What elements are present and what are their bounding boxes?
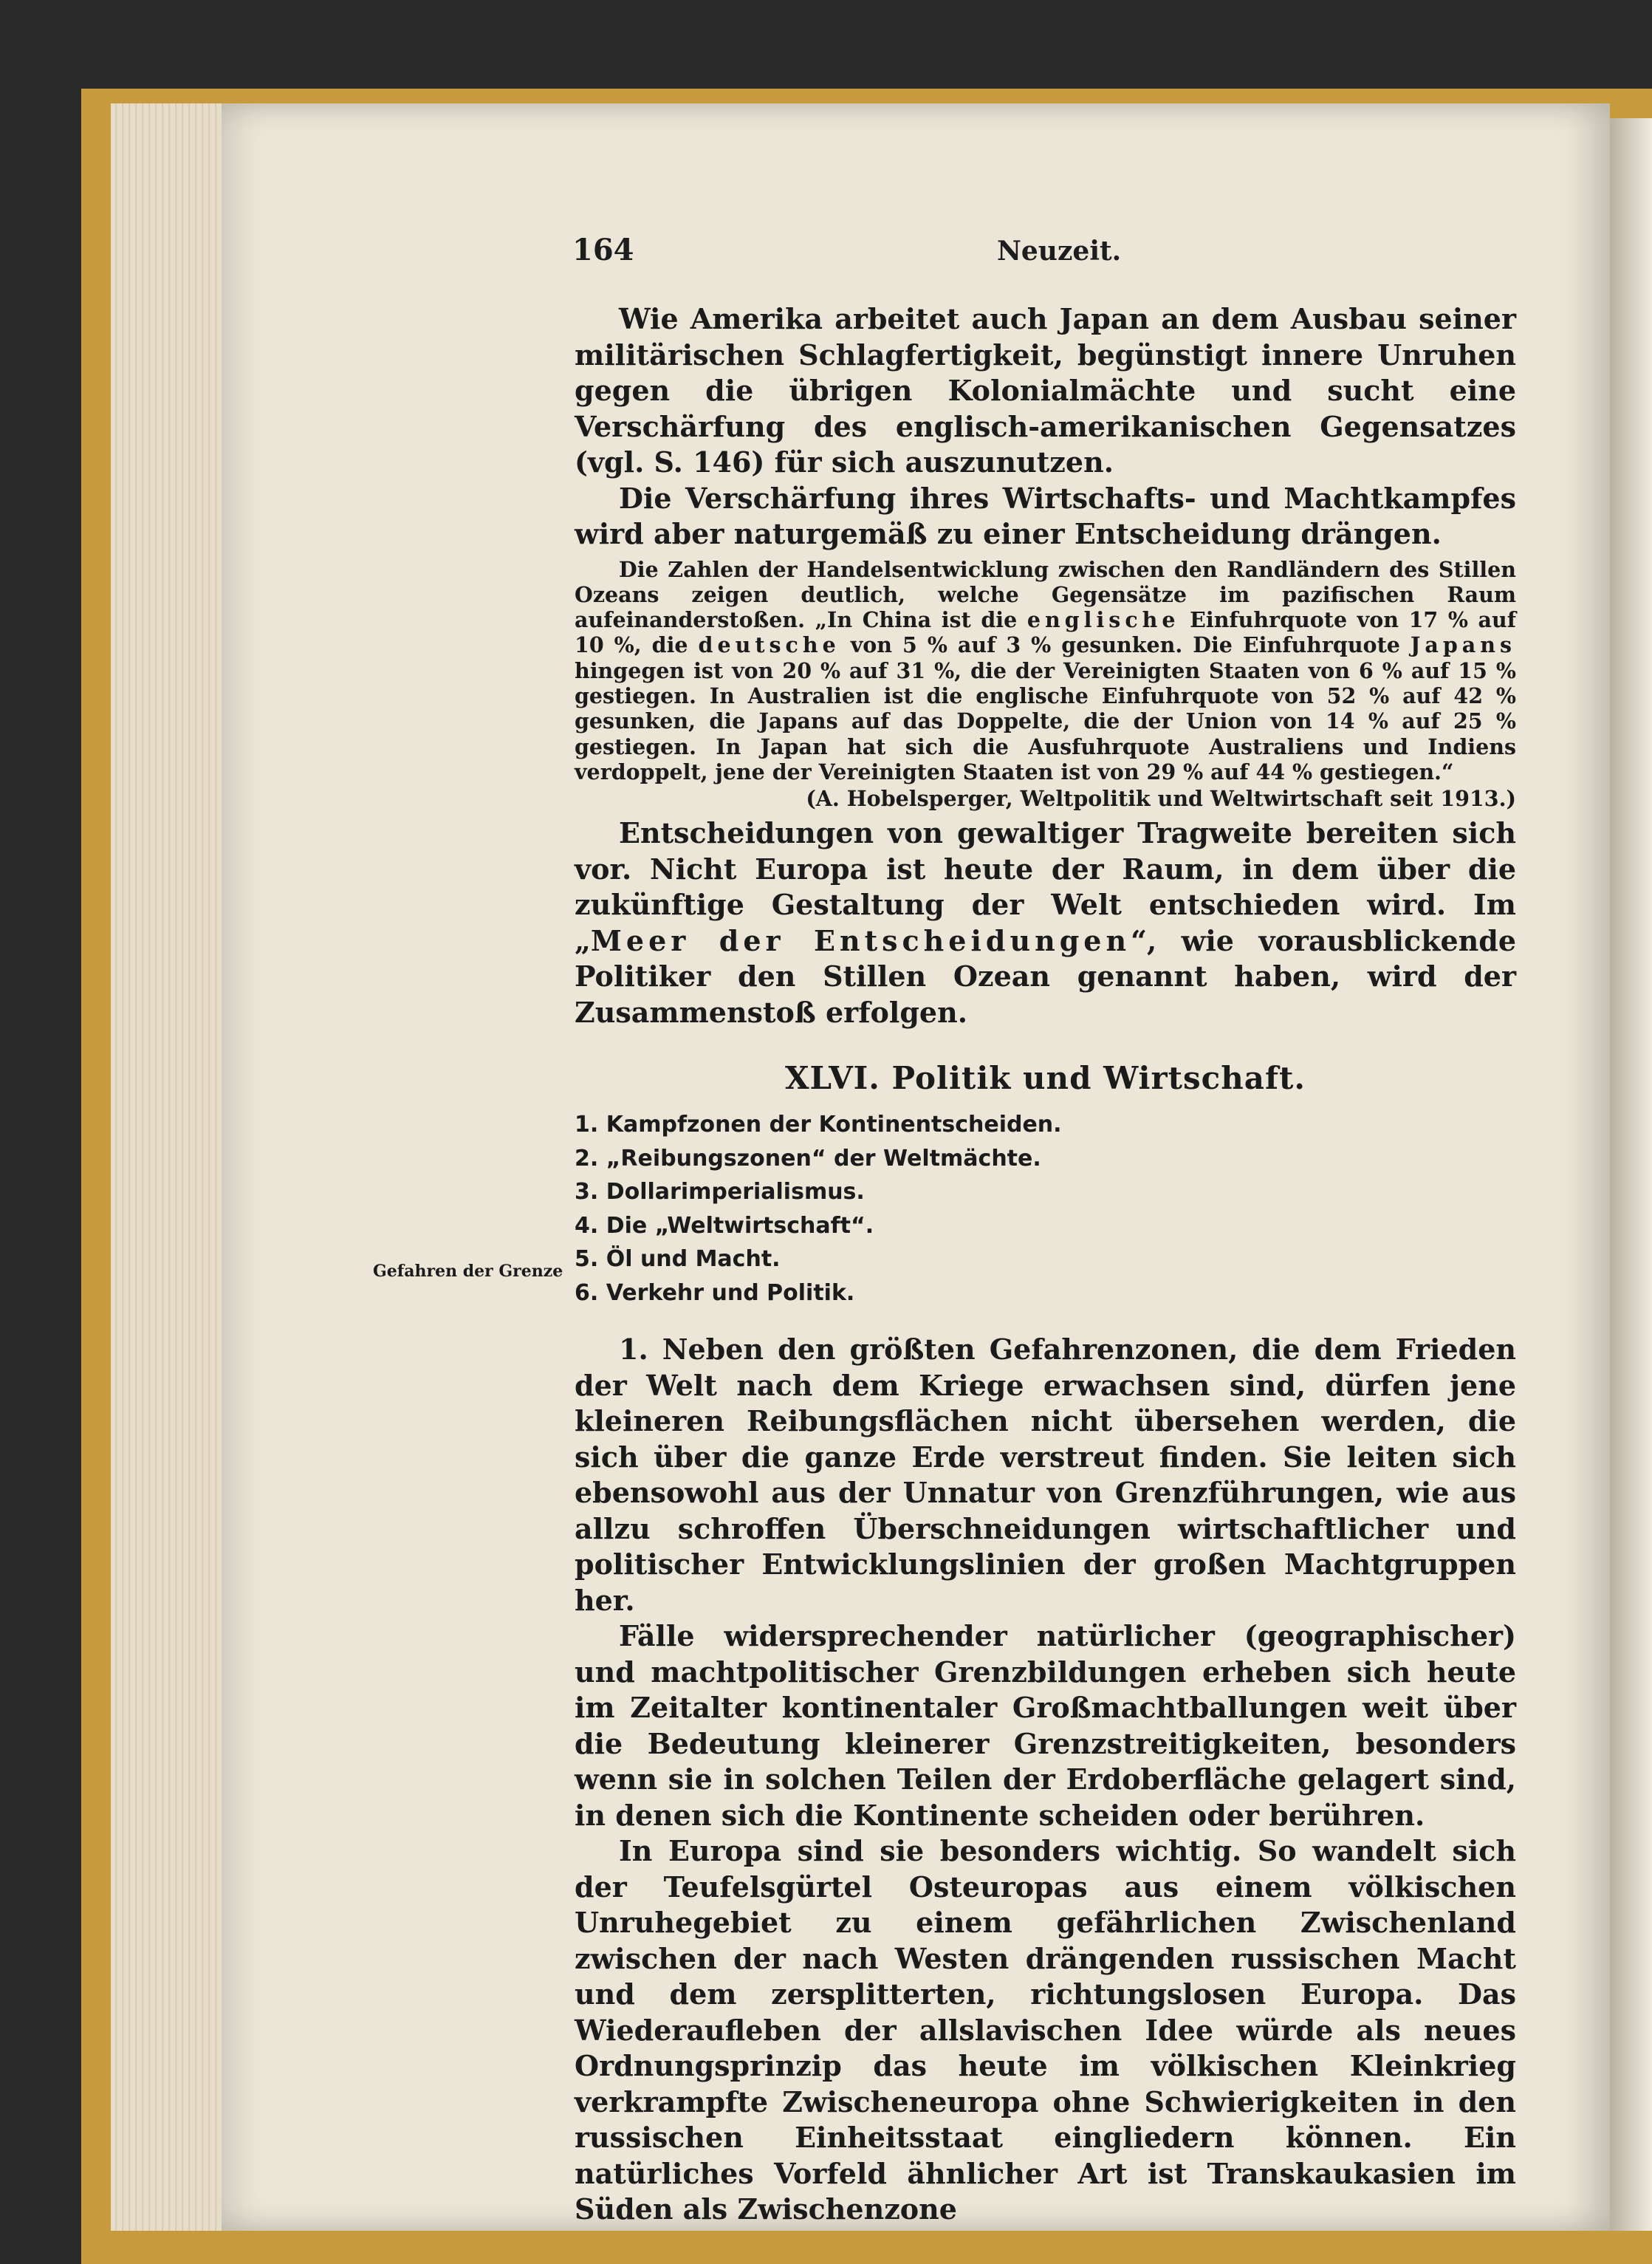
section-heading: XLVI. Politik und Wirtschaft. bbox=[784, 1060, 1306, 1097]
facing-page-edge bbox=[1610, 118, 1652, 2231]
toc-item: 5. Öl und Macht. bbox=[575, 1246, 781, 1273]
paragraph: In Europa sind sie besonders wichtig. So wandelt sich der Teufelsgürtel Osteuropas aus einem völkischen Unruhegebiet zu einem gefährlichen Zwischenland zwischen der nach Westen drängenden russischen Macht und dem zersplitterten, richtungslosen Europa. Das Wiederaufleben der allslavischen Idee würde als neues Ordnungsprinzip das heute im völkischen Kleinkrieg verkrampfte Zwischeneuropa ohne Schwierigkeiten in den russischen Einheitsstaat eingliedern können. Ein natürliches Vorfeld ähnlicher Art ist Transkaukasien im Süden als Zwischenzone bbox=[575, 1834, 1516, 2226]
quote-block bbox=[575, 553, 1516, 785]
para-text: “, wie vorausblickende Politiker den Stillen Ozean genannt haben, wird der Zusammenstoß erfolgen. bbox=[575, 923, 1516, 1029]
quote-source: (A. Hobelsperger, Weltpolitik und Weltwirtschaft seit 1913.) bbox=[806, 786, 1516, 812]
paragraph: Die Verschärfung ihres Wirtschafts- und Machtkampfes wird aber naturgemäß zu einer Entscheidung drängen. bbox=[575, 481, 1516, 550]
quote-text: Die Zahlen der Handelsentwicklung zwischen den Randländern des Stillen Ozeans zeigen deutlich, welche Gegensätze im pazifischen Raum aufeinanderstoßen. „In China ist die bbox=[575, 556, 1516, 633]
paragraph: 1. Neben den größten Gefahrenzonen, die dem Frieden der Welt nach dem Kriege erwachsen sind, dürfen jene kleineren Reibungsflächen nicht übersehen werden, die sich über die ganze Erde verstreut finden. Sie leiten sich ebensowohl aus der Unnatur von Grenzführungen, wie aus allzu schroffen Überschneidungen wirtschaftlicher und politischer Entwicklungslinien der großen Machtgruppen her. bbox=[575, 1333, 1516, 1617]
section-toc bbox=[575, 1108, 1516, 1310]
quote-text: Einfuhrquote von 17 % auf 10 %, die bbox=[575, 607, 1516, 658]
paragraph: Wie Amerika arbeitet auch Japan an dem Ausbau seiner militärischen Schlagfertigkeit, begünstigt innere Unruhen gegen die übrigen Kolonialmächte und sucht eine Verschärfung des englisch-amerikanischen Gegensatzes (vgl. S. 146) für sich auszunutzen. bbox=[575, 302, 1516, 479]
quote-text: hingegen ist von 20 % auf 31 %, die der Vereinigten Staaten von 6 % auf 15 % gestiegen. In Australien ist die englische Einfuhrquote von 52 % auf 42 % gesunken, die Japans auf das Doppelte, die der Union von 14 % auf 25 % gestiegen. In Japan hat sich die Ausfuhrquote Australiens und Indiens verdoppelt, jene der Vereinigten Staaten ist von 29 % auf 44 % gestiegen.“ bbox=[575, 657, 1516, 784]
page-body bbox=[575, 301, 1516, 2228]
running-header bbox=[572, 233, 1514, 277]
quote-emphasis: deutsche bbox=[698, 632, 840, 658]
page-stack bbox=[111, 103, 229, 2231]
toc-item: 1. Kampfzonen der Kontinentscheiden. bbox=[575, 1112, 1062, 1138]
toc-item: 2. „Reibungszonen“ der Weltmächte. bbox=[575, 1145, 1041, 1172]
margin-note: Gefahren der Grenze bbox=[373, 1262, 563, 1281]
para-emphasis: Meer der Entscheidungen bbox=[590, 923, 1131, 957]
running-title: Neuzeit. bbox=[997, 236, 1122, 267]
toc-item: 4. Die „Weltwirtschaft“. bbox=[575, 1212, 874, 1239]
page-number: 164 bbox=[572, 233, 634, 267]
toc-item: 6. Verkehr und Politik. bbox=[575, 1279, 855, 1306]
toc-item: 3. Dollarimperialismus. bbox=[575, 1179, 865, 1205]
quote-emphasis: Japans bbox=[1410, 632, 1516, 658]
para-text: Entscheidungen von gewaltiger Tragweite bereiten sich vor. Nicht Europa ist heute der Raum, in dem über die zukünftige Gestaltung der Welt entschieden wird. Im „ bbox=[575, 816, 1516, 957]
quote-emphasis: englische bbox=[1026, 607, 1180, 633]
paragraph bbox=[575, 815, 1516, 1030]
paragraph: Fälle widersprechender natürlicher (geographischer) und machtpolitischer Grenzbildungen erheben sich heute im Zeitalter kontinentaler Großmachtballungen weit über die Bedeutung kleinerer Grenzstreitigkeiten, besonders wenn sie in solchen Teilen der Erdoberfläche gelagert sind, in denen sich die Kontinente scheiden oder berühren. bbox=[575, 1619, 1516, 1832]
quote-text: von 5 % auf 3 % gesunken. Die Einfuhrquote bbox=[850, 632, 1400, 658]
